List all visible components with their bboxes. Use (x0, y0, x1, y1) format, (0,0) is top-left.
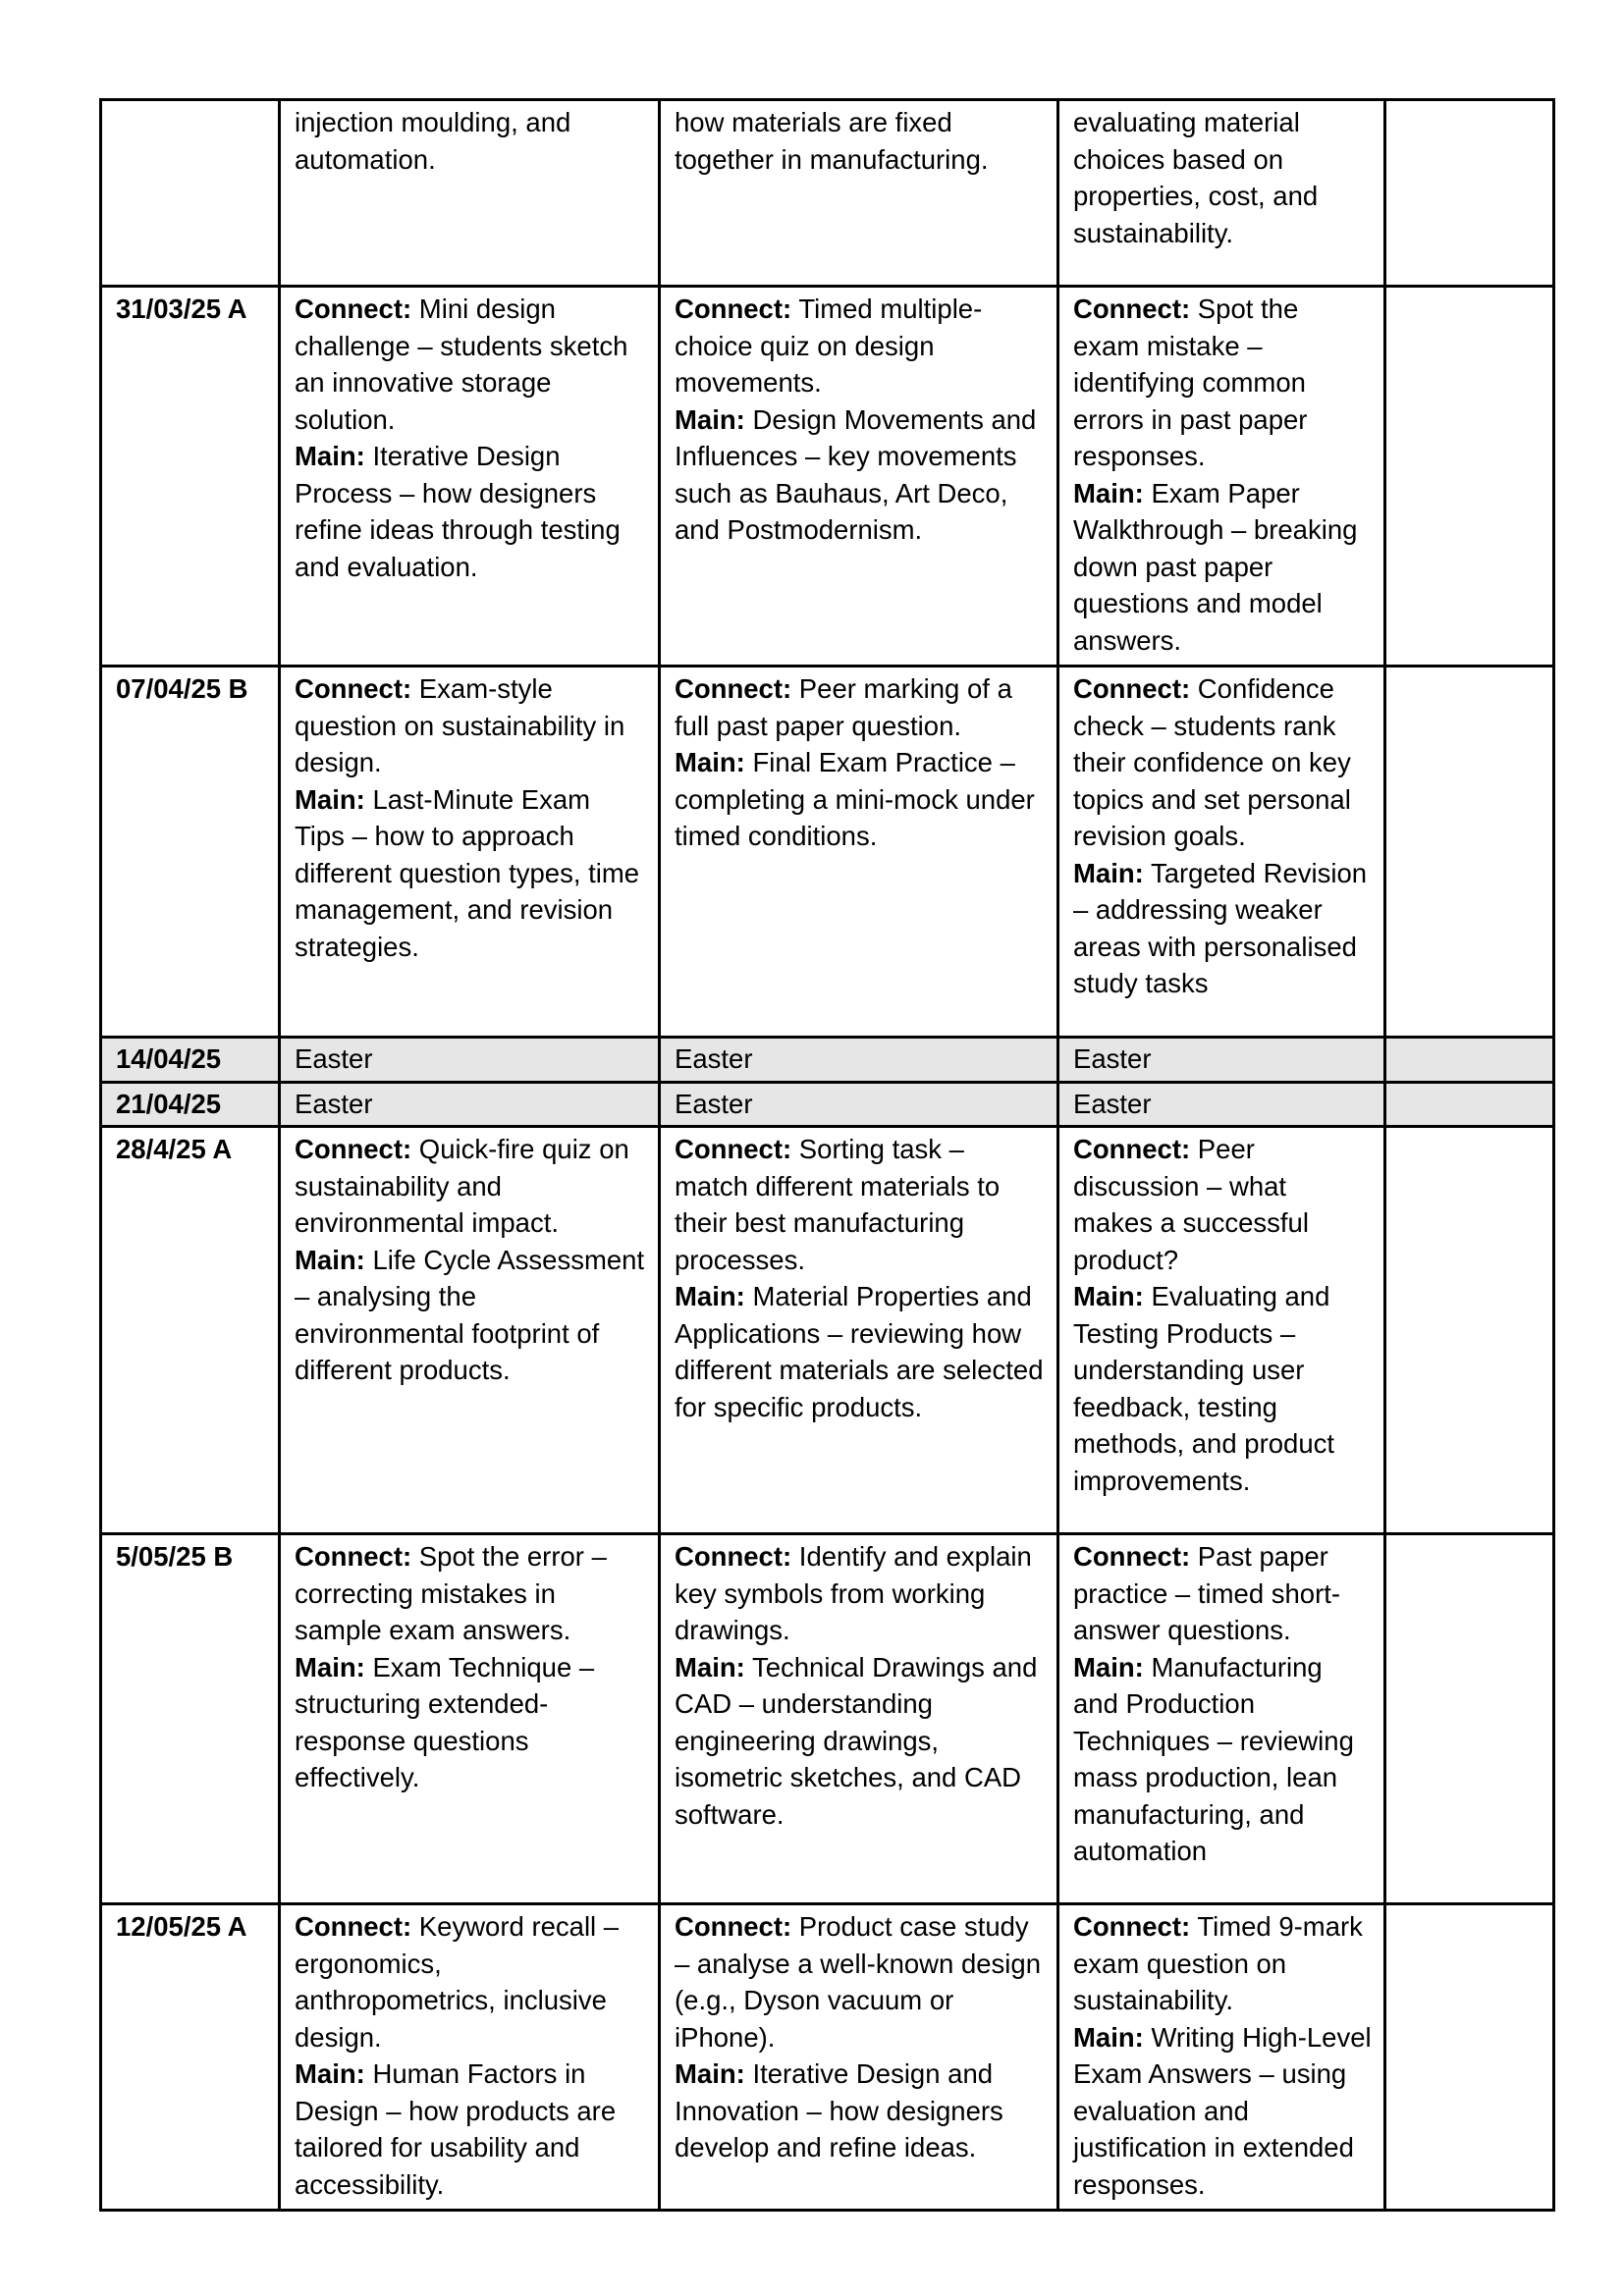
main-label: Main: (1073, 1651, 1144, 1682)
lesson-cell (280, 1904, 660, 2211)
connect-label: Connect: (1073, 1134, 1191, 1164)
notes-cell (1385, 1082, 1554, 1127)
lesson-text: evaluating material choices based on properties, cost, and sustainability. (1073, 107, 1319, 248)
connect-text: Product case study – analyse a well-known design (e.g., Dyson vacuum or iPhone). (675, 1911, 1041, 2053)
connect-text: Spot the exam mistake – identifying common errors in past paper responses. (1073, 294, 1308, 471)
lesson-cell (280, 667, 660, 1038)
main-text: Iterative Design Process – how designers refine ideas through testing and evaluation. (295, 441, 621, 582)
table-row-holiday (101, 1038, 1554, 1083)
notes-cell (1385, 100, 1554, 287)
lesson-plan-table (99, 98, 1555, 2212)
lesson-text: how materials are fixed together in manufacturing. (675, 107, 989, 175)
holiday-cell: Easter (1058, 1082, 1385, 1127)
connect-text: Timed multiple-choice quiz on design movements. (675, 294, 983, 398)
lesson-cell (280, 100, 660, 287)
main-text: Writing High-Level Exam Answers – using evaluation and justification in extended responses. (1073, 2021, 1372, 2200)
main-label: Main: (1073, 1281, 1144, 1311)
main-text: Evaluating and Testing Products – understanding user feedback, testing methods, and product improvements. (1073, 1281, 1335, 1496)
table-row (101, 1534, 1554, 1904)
connect-label: Connect: (675, 1134, 792, 1164)
connect-text: Keyword recall – ergonomics, anthropometrics, inclusive design. (295, 1911, 620, 2053)
connect-label: Connect: (295, 1541, 412, 1572)
main-text: Iterative Design and Innovation – how designers develop and refine ideas. (675, 2058, 1003, 2163)
main-label: Main: (675, 403, 745, 435)
connect-text: Peer discussion – what makes a successful product? (1073, 1134, 1309, 1275)
main-label: Main: (1073, 857, 1144, 888)
connect-label: Connect: (295, 1911, 412, 1942)
table-row (101, 100, 1554, 287)
holiday-cell: Easter (660, 1082, 1058, 1127)
week-date-cell (101, 100, 280, 287)
notes-cell (1385, 1038, 1554, 1083)
main-text: Technical Drawings and CAD – understanding engineering drawings, isometric sketches, and CAD software. (675, 1651, 1038, 1830)
connect-label: Connect: (675, 294, 792, 324)
lesson-cell (1058, 100, 1385, 287)
connect-text: Confidence check – students rank their confidence on key topics and set personal revision goals. (1073, 673, 1351, 851)
notes-cell (1385, 1904, 1554, 2211)
holiday-cell: Easter (1058, 1038, 1385, 1083)
table-row (101, 1904, 1554, 2211)
main-label: Main: (295, 783, 365, 815)
lesson-cell (660, 1534, 1058, 1904)
lesson-cell (660, 100, 1058, 287)
table-row-holiday (101, 1082, 1554, 1127)
connect-label: Connect: (1073, 1911, 1191, 1942)
week-date-cell: 28/4/25 A (101, 1127, 280, 1534)
lesson-cell (660, 667, 1058, 1038)
week-date-cell: 31/03/25 A (101, 287, 280, 667)
lesson-plan-body (101, 100, 1554, 2211)
main-text: Final Exam Practice – completing a mini-mock under timed conditions. (675, 747, 1035, 851)
week-date-cell: 5/05/25 B (101, 1534, 280, 1904)
main-text: Last-Minute Exam Tips – how to approach different question types, time management, and revision strategies. (295, 783, 640, 962)
connect-text: Identify and explain key symbols from working drawings. (675, 1541, 1032, 1645)
lesson-cell (280, 287, 660, 667)
connect-label: Connect: (675, 1541, 792, 1572)
main-label: Main: (295, 441, 365, 471)
main-label: Main: (295, 1244, 365, 1275)
week-date-cell: 07/04/25 B (101, 667, 280, 1038)
table-row (101, 287, 1554, 667)
lesson-cell (660, 287, 1058, 667)
main-label: Main: (675, 2058, 745, 2089)
main-text: Life Cycle Assessment – analysing the environmental footprint of different products. (295, 1244, 645, 1385)
notes-cell (1385, 1127, 1554, 1534)
connect-text: Sorting task – match different materials to their best manufacturing processes. (675, 1134, 1001, 1275)
connect-label: Connect: (675, 673, 792, 704)
connect-text: Spot the error – correcting mistakes in sample exam answers. (295, 1541, 607, 1645)
connect-label: Connect: (1073, 294, 1191, 324)
lesson-cell (280, 1534, 660, 1904)
notes-cell (1385, 667, 1554, 1038)
lesson-cell (1058, 1127, 1385, 1534)
main-label: Main: (295, 2058, 365, 2089)
connect-text: Mini design challenge – students sketch an innovative storage solution. (295, 294, 628, 435)
main-text: Manufacturing and Production Techniques – reviewing mass production, lean manufacturing, and automation (1073, 1651, 1354, 1866)
lesson-cell (1058, 287, 1385, 667)
connect-label: Connect: (1073, 1541, 1191, 1572)
main-text: Exam Technique – structuring extended-response questions effectively. (295, 1651, 595, 1792)
lesson-cell (1058, 1534, 1385, 1904)
week-date-cell: 12/05/25 A (101, 1904, 280, 2211)
connect-text: Peer marking of a full past paper question. (675, 673, 1012, 741)
main-text: Targeted Revision – addressing weaker areas with personalised study tasks (1073, 857, 1368, 998)
connect-label: Connect: (295, 1134, 412, 1164)
connect-text: Past paper practice – timed short-answer questions. (1073, 1541, 1341, 1645)
connect-text: Quick-fire quiz on sustainability and environmental impact. (295, 1134, 629, 1238)
lesson-cell (1058, 1904, 1385, 2211)
connect-label: Connect: (675, 1911, 792, 1942)
table-row (101, 667, 1554, 1038)
connect-text: Exam-style question on sustainability in design. (295, 673, 625, 777)
main-text: Design Movements and Influences – key movements such as Bauhaus, Art Deco, and Postmodernism. (675, 403, 1037, 545)
main-label: Main: (295, 1651, 365, 1682)
week-date-cell: 21/04/25 (101, 1082, 280, 1127)
connect-text: Timed 9-mark exam question on sustainability. (1073, 1911, 1363, 2015)
week-date-cell: 14/04/25 (101, 1038, 280, 1083)
notes-cell (1385, 287, 1554, 667)
lesson-cell (660, 1127, 1058, 1534)
holiday-cell: Easter (280, 1082, 660, 1127)
main-text: Material Properties and Applications – reviewing how different materials are selected for specific products. (675, 1281, 1044, 1422)
connect-label: Connect: (1073, 673, 1191, 704)
lesson-cell (660, 1904, 1058, 2211)
connect-label: Connect: (295, 294, 412, 324)
main-label: Main: (1073, 477, 1144, 508)
notes-cell (1385, 1534, 1554, 1904)
lesson-plan-page (99, 98, 1552, 2212)
lesson-text: injection moulding, and automation. (295, 107, 571, 175)
lesson-cell (280, 1127, 660, 1534)
connect-label: Connect: (295, 673, 412, 704)
lesson-cell (1058, 667, 1385, 1038)
main-label: Main: (675, 747, 745, 777)
main-label: Main: (1073, 2021, 1144, 2053)
holiday-cell: Easter (280, 1038, 660, 1083)
main-text: Exam Paper Walkthrough – breaking down past paper questions and model answers. (1073, 477, 1358, 656)
main-text: Human Factors in Design – how products are tailored for usability and accessibility. (295, 2058, 617, 2200)
table-row (101, 1127, 1554, 1534)
main-label: Main: (675, 1651, 745, 1682)
holiday-cell: Easter (660, 1038, 1058, 1083)
main-label: Main: (675, 1281, 745, 1311)
